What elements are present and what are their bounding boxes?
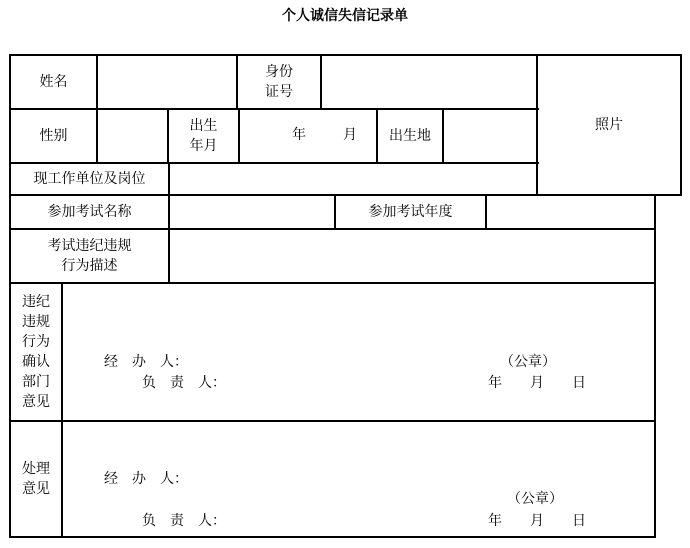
- label-confirm-char: 意见: [22, 394, 50, 410]
- handling-seal-label: （公章）: [507, 491, 563, 507]
- handling-handler-label: 经 办 人：: [104, 471, 188, 487]
- label-birth-line2: 年月: [189, 138, 218, 154]
- confirm-seal-label: （公章）: [500, 354, 556, 370]
- label-name: 姓名: [39, 74, 68, 90]
- row-line-5: [9, 282, 656, 284]
- table-border-right-bottom: [654, 194, 656, 538]
- col-line-workplace-value: [168, 162, 170, 196]
- handling-responsible-label: 负 责 人：: [142, 513, 226, 529]
- label-violation-line1: 考试违纪违规: [47, 238, 132, 254]
- label-workplace: 现工作单位及岗位: [33, 171, 146, 187]
- col-line-name-value: [96, 54, 98, 110]
- confirm-handler-label: 经 办 人：: [104, 354, 188, 370]
- label-violation-description: [11, 230, 168, 282]
- handling-date-label: 年 月 日: [488, 513, 586, 529]
- table-border-right-top: [680, 54, 682, 196]
- label-violation-line2: 行为描述: [61, 258, 118, 274]
- label-confirm-char: 部门: [22, 374, 50, 390]
- col-line-confirm-value: [61, 282, 63, 538]
- label-birth: [169, 110, 238, 162]
- label-gender: 性别: [39, 128, 68, 144]
- row-line-6: [9, 420, 656, 422]
- col-line-violation-value: [168, 228, 170, 284]
- label-id-line2: 证号: [265, 84, 293, 100]
- label-confirm-char: 违规: [22, 314, 50, 330]
- col-line-examyear-value: [485, 194, 487, 230]
- table-border-bottom: [9, 536, 656, 538]
- label-id-line1: 身份: [265, 64, 293, 80]
- label-year: 年: [292, 127, 306, 143]
- label-confirm-char: 违纪: [22, 294, 50, 310]
- label-confirm-char: 行为: [22, 334, 50, 350]
- label-handling-char: 意见: [22, 481, 50, 497]
- label-photo: 照片: [595, 117, 623, 133]
- label-handling-char: 处理: [22, 461, 50, 477]
- label-month: 月: [343, 127, 357, 143]
- confirm-responsible-label: 负 责 人：: [142, 375, 226, 391]
- col-line-examname-value: [168, 194, 170, 230]
- col-line-birthplace-value: [442, 108, 444, 164]
- page-title: 个人诚信失信记录单: [282, 8, 408, 24]
- col-line-gender-value: [96, 108, 98, 164]
- label-handling-opinion: [11, 422, 61, 536]
- label-exam-year: 参加考试年度: [368, 204, 453, 220]
- col-line-birth-value: [238, 108, 240, 164]
- label-confirm-char: 确认: [22, 354, 50, 370]
- label-confirm-department-opinion: [11, 284, 61, 420]
- label-id-number: [238, 56, 320, 108]
- label-birth-line1: 出生: [189, 118, 218, 134]
- confirm-date-label: 年 月 日: [488, 375, 586, 391]
- col-line-id-value: [320, 54, 322, 110]
- label-exam-name: 参加考试名称: [47, 204, 132, 220]
- label-birthplace: 出生地: [389, 128, 431, 144]
